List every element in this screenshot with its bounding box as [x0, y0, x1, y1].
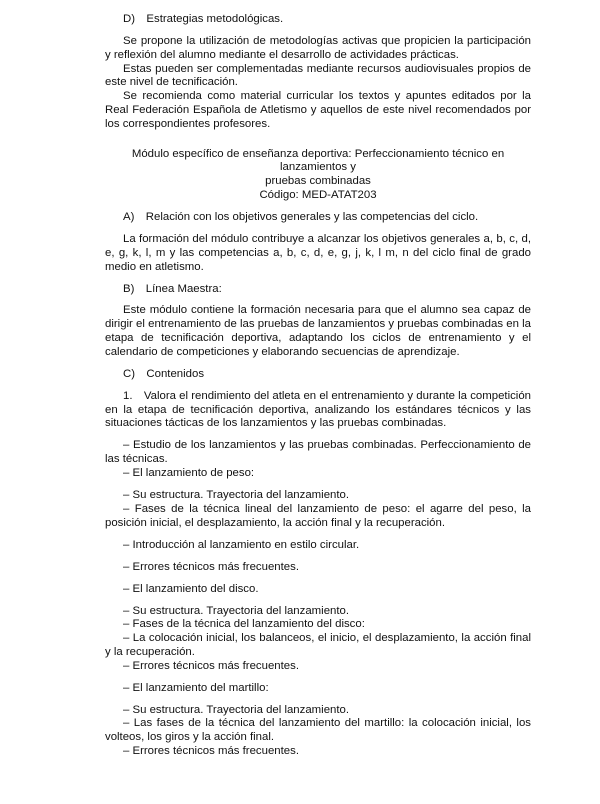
- section-b-heading: B) Línea Maestra:: [123, 282, 222, 295]
- section-d-paragraph-1: Se propone la utilización de metodologías activas que propicien la participación y reflexión del alumno mediante el desarrollo de actividades prácticas.: [105, 34, 531, 61]
- document-page: [105, 13, 531, 759]
- section-a-heading: A) Relación con los objetivos generales y las competencias del ciclo.: [123, 210, 479, 223]
- section-c-heading: C) Contenidos: [123, 367, 205, 380]
- contents-line-5: – Introducción al lanzamiento en estilo circular.: [123, 538, 360, 551]
- section-d-paragraph-3: Se recomienda como material curricular los textos y apuntes editados por la Real Federación Española de Atletismo y aquellos de este nivel recomendados por los correspondientes profesores.: [105, 90, 531, 130]
- contents-line-15: – Errores técnicos más frecuentes.: [123, 745, 299, 758]
- contents-line-1: – Estudio de los lanzamientos y las pruebas combinadas. Perfeccionamiento de las técnicas.: [105, 439, 531, 466]
- contents-line-11: – Errores técnicos más frecuentes.: [123, 659, 299, 672]
- section-a-paragraph: La formación del módulo contribuye a alcanzar los objetivos generales a, b, c, d, e, g, k, l, m y las competencias a, b, c, d, e, g, j, k, l m, n del ciclo final de grado medio en atletismo.: [105, 232, 531, 273]
- module-title-line-1: Módulo específico de enseñanza deportiva: Perfeccionamiento técnico en lanzamientos y: [131, 147, 505, 174]
- contents-line-7: – El lanzamiento del disco.: [123, 582, 259, 595]
- contents-line-13: – Su estructura. Trayectoria del lanzamiento.: [123, 703, 350, 716]
- module-code: Código: MED-ATAT203: [259, 188, 377, 201]
- contents-line-3: – Su estructura. Trayectoria del lanzamiento.: [123, 489, 350, 501]
- contents-line-12: – El lanzamiento del martillo:: [123, 681, 269, 694]
- contents-line-14: – Las fases de la técnica del lanzamiento del martillo: la colocación inicial, los volteos, los giros y la acción final.: [105, 717, 531, 744]
- module-title-line-2: pruebas combinadas: [265, 175, 371, 188]
- contents-line-6: – Errores técnicos más frecuentes.: [123, 560, 299, 573]
- contents-line-9: – Fases de la técnica del lanzamiento del disco:: [123, 618, 365, 631]
- section-c-item-1: 1. Valora el rendimiento del atleta en el entrenamiento y durante la competición en la etapa de tecnificación deportiva, analizando los estándares técnicos y las situaciones tácticas de los lanzamientos y las pruebas combinadas.: [105, 389, 531, 430]
- contents-line-8: – Su estructura. Trayectoria del lanzamiento.: [123, 604, 350, 617]
- section-d-paragraph-2: Estas pueden ser complementadas mediante recursos audiovisuales propios de este nivel de tecnificación.: [105, 62, 531, 89]
- contents-line-2: – El lanzamiento de peso:: [123, 467, 255, 480]
- contents-line-10: – La colocación inicial, los balanceos, el inicio, el desplazamiento, la acción final y la recuperación.: [105, 632, 531, 658]
- contents-line-4: – Fases de la técnica lineal del lanzamiento de peso: el agarre del peso, la posición inicial, el desplazamiento, la acción final y la recuperación.: [105, 502, 531, 529]
- section-d-heading: D) Estrategias metodológicas.: [123, 13, 284, 25]
- section-b-paragraph: Este módulo contiene la formación necesaria para que el alumno sea capaz de dirigir el entrenamiento de las pruebas de lanzamientos y pruebas combinadas en la etapa de tecnificación deportiva, adaptando los ciclos de entrenamiento y el calendario de competiciones y elaborando secuencias de aprendizaje.: [105, 304, 531, 358]
